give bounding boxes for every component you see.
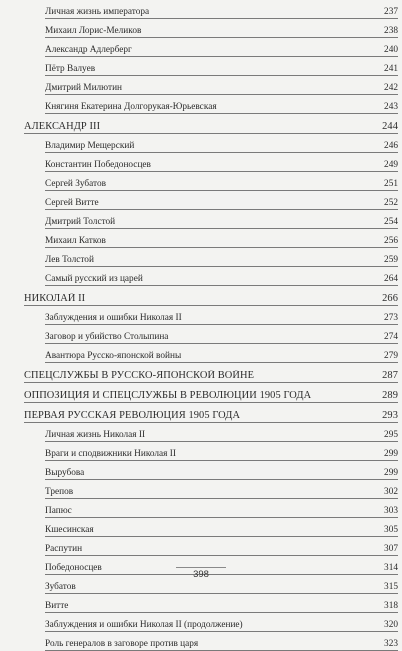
toc-entry-title: СПЕЦСЛУЖБЫ В РУССКО-ЯПОНСКОЙ ВОЙНЕ <box>24 370 255 381</box>
toc-entry-title: Витте <box>45 601 69 611</box>
toc-entry-title: Роль генералов в заговоре против царя <box>45 639 199 649</box>
toc-entry-page: 315 <box>384 582 398 592</box>
toc-entry <box>45 499 398 518</box>
toc-entry-title: ПЕРВАЯ РУССКАЯ РЕВОЛЮЦИЯ 1905 ГОДА <box>24 410 241 421</box>
toc-entry <box>45 19 398 38</box>
toc-entry-title: Личная жизнь императора <box>45 7 150 17</box>
toc-entry-page: 238 <box>384 26 398 36</box>
page-number: 398 <box>193 569 209 580</box>
toc-entry-title: Заблуждения и ошибки Николая II (продолжение) <box>45 620 243 630</box>
toc-entry-page: 307 <box>384 544 398 554</box>
toc-entry <box>45 248 398 267</box>
toc-entry-page: 264 <box>384 274 398 284</box>
toc-entry <box>45 306 398 325</box>
toc-entry-title: Михаил Лорис-Меликов <box>45 26 142 36</box>
toc-entry <box>45 632 398 651</box>
toc-entry-page: 256 <box>384 236 398 246</box>
toc-entry-page: 289 <box>382 390 398 401</box>
toc-entry-page: 237 <box>384 7 398 17</box>
toc-entry <box>45 537 398 556</box>
toc-entry-page: 251 <box>384 179 398 189</box>
toc-entry-title: Авантюра Русско-японской войны <box>45 351 182 361</box>
toc-section-entry <box>24 286 398 306</box>
toc-entry-title: Вырубова <box>45 468 85 478</box>
toc-entry <box>45 518 398 537</box>
toc-entry <box>45 594 398 613</box>
toc-entry <box>45 134 398 153</box>
toc-entry-title: Кшесинская <box>45 525 94 535</box>
toc-entry-page: 323 <box>384 639 398 649</box>
toc-entry-page: 241 <box>384 64 398 74</box>
toc-entry <box>45 461 398 480</box>
toc-entry <box>45 210 398 229</box>
toc-entry-title: Заблуждения и ошибки Николая II <box>45 313 182 323</box>
toc-entry-title: Самый русский из царей <box>45 274 143 284</box>
toc-section-entry <box>24 403 398 423</box>
footer-rule <box>176 567 226 568</box>
toc-entry-title: Зубатов <box>45 582 76 592</box>
toc-entry-page: 240 <box>384 45 398 55</box>
toc-entry-title: Дмитрий Милютин <box>45 83 123 93</box>
toc-entry-title: АЛЕКСАНДР III <box>24 121 101 132</box>
toc-entry-page: 295 <box>384 430 398 440</box>
toc-entry <box>45 325 398 344</box>
toc-entry-title: Сергей Зубатов <box>45 179 106 189</box>
toc-entry-page: 246 <box>384 141 398 151</box>
toc-entry-page: 244 <box>382 121 398 132</box>
toc-entry-page: 305 <box>384 525 398 535</box>
toc-entry <box>45 480 398 499</box>
toc-section-entry <box>24 383 398 403</box>
toc-entry-page: 249 <box>384 160 398 170</box>
toc-entry-title: Личная жизнь Николая II <box>45 430 146 440</box>
toc-entry-title: Заговор и убийство Столыпина <box>45 332 169 342</box>
toc-entry-page: 303 <box>384 506 398 516</box>
toc-entry-title: Константин Победоносцев <box>45 160 151 170</box>
toc-entry <box>45 344 398 363</box>
toc-section-entry <box>24 363 398 383</box>
toc-entry-title: Победоносцев <box>45 563 102 573</box>
toc-section-entry <box>24 114 398 134</box>
toc-entry-page: 318 <box>384 601 398 611</box>
toc-entry-title: Трепов <box>45 487 74 497</box>
toc-entry <box>45 57 398 76</box>
toc-entry-page: 252 <box>384 198 398 208</box>
toc-entry-page: 266 <box>382 293 398 304</box>
toc-entry <box>45 172 398 191</box>
toc-entry <box>45 76 398 95</box>
toc-entry-title: Дмитрий Толстой <box>45 217 116 227</box>
toc-entry <box>45 0 398 19</box>
toc-entry-title: ОППОЗИЦИЯ И СПЕЦСЛУЖБЫ В РЕВОЛЮЦИИ 1905 ГОДА <box>24 390 312 401</box>
toc-entry-page: 254 <box>384 217 398 227</box>
toc-entry <box>45 229 398 248</box>
toc-entry-page: 242 <box>384 83 398 93</box>
toc-entry-title: НИКОЛАЙ II <box>24 293 86 304</box>
toc-entry-title: Княгиня Екатерина Долгорукая-Юрьевская <box>45 102 217 112</box>
toc-entry <box>45 95 398 114</box>
toc-entry <box>45 613 398 632</box>
toc-entry-title: Пётр Валуев <box>45 64 96 74</box>
toc-entry <box>45 423 398 442</box>
toc-entry-page: 259 <box>384 255 398 265</box>
toc-entry-page: 320 <box>384 620 398 630</box>
toc-entry-title: Враги и сподвижники Николая II <box>45 449 176 459</box>
toc-entry-title: Александр Адлерберг <box>45 45 132 55</box>
toc-entry <box>45 38 398 57</box>
toc-entry <box>45 442 398 461</box>
toc-entry <box>45 191 398 210</box>
toc-entry-page: 287 <box>382 370 398 381</box>
toc-entry-page: 299 <box>384 468 398 478</box>
toc-entry-title: Лев Толстой <box>45 255 94 265</box>
toc-entry-page: 302 <box>384 487 398 497</box>
toc-entry <box>45 267 398 286</box>
toc-entry-page: 293 <box>382 410 398 421</box>
toc-entry-title: Михаил Катков <box>45 236 106 246</box>
toc-entry <box>45 153 398 172</box>
table-of-contents <box>24 0 398 651</box>
toc-entry-page: 314 <box>384 563 398 573</box>
toc-entry-page: 279 <box>384 351 398 361</box>
toc-entry-title: Распутин <box>45 544 83 554</box>
toc-entry-page: 274 <box>384 332 398 342</box>
toc-entry-page: 273 <box>384 313 398 323</box>
toc-entry-page: 299 <box>384 449 398 459</box>
toc-entry-page: 243 <box>384 102 398 112</box>
toc-entry-title: Сергей Витте <box>45 198 99 208</box>
toc-entry-title: Папюс <box>45 506 72 516</box>
toc-entry-title: Владимир Мещерский <box>45 141 135 151</box>
